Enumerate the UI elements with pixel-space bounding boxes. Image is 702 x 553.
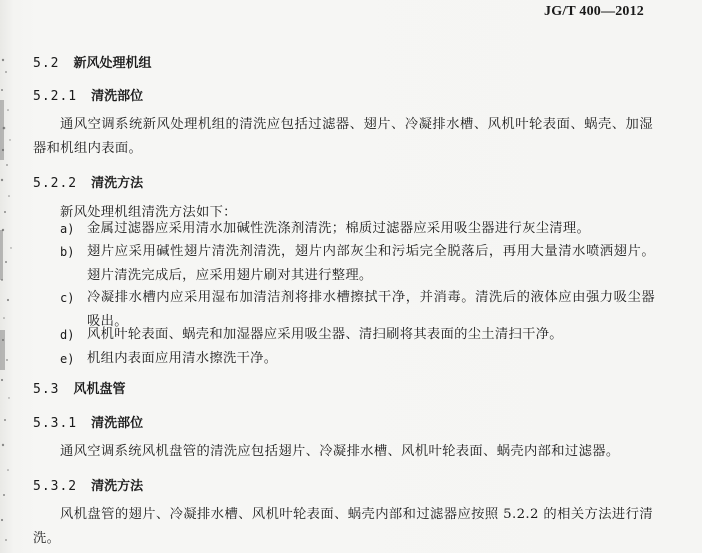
section-title: 清洗方法: [91, 479, 144, 494]
list-item-label: c): [60, 291, 75, 305]
section-title: 清洗部位: [91, 89, 144, 104]
list-item: [60, 323, 655, 347]
section-number: 5.2: [33, 56, 60, 71]
standard-code: JG/T 400—2012: [544, 4, 644, 19]
list-item: [60, 240, 655, 288]
list-item-label: d): [60, 328, 75, 342]
section-number: 5.3.1: [33, 416, 78, 431]
list-item-text: 冷凝排水槽内应采用湿布加清洁剂将排水槽擦拭干净，并消毒。清洗后的液体应由强力吸尘器吸出。: [87, 290, 655, 329]
list-item-text: 金属过滤器应采用清水加碱性洗涤剂清洗；棉质过滤器应采用吸尘器进行灰尘清理。: [87, 221, 591, 236]
section-5-3-2-heading: [33, 475, 143, 494]
section-title: 新风处理机组: [73, 56, 152, 71]
list-item-text: 机组内表面应用清水擦洗干净。: [87, 351, 278, 366]
paragraph-5-3-2: 风机盘管的翅片、冷凝排水槽、风机叶轮表面、蜗壳内部和过滤器应按照 5.2.2 的相关方法进行清洗。: [33, 507, 653, 546]
section-number: 5.2.2: [33, 176, 78, 191]
section-5-2-1-heading: [33, 85, 143, 104]
section-number: 5.2.1: [33, 89, 78, 104]
section-title: 风机盘管: [73, 382, 126, 397]
scan-edge-shadow: [0, 0, 14, 553]
section-5-2-2-heading: [33, 172, 143, 191]
list-item-label: a): [60, 222, 75, 236]
paragraph-5-2-1: 通风空调系统新风处理机组的清洗应包括过滤器、翅片、冷凝排水槽、风机叶轮表面、蜗壳、加湿器和机组内表面。: [33, 117, 653, 156]
section-5-3-heading: [33, 378, 126, 397]
list-item: [60, 217, 655, 241]
section-title: 清洗方法: [91, 176, 144, 191]
paragraph-5-2-2-intro: 新风处理机组清洗方法如下：: [60, 205, 237, 220]
section-5-3-1-heading: [33, 412, 143, 431]
section-number: 5.3: [33, 382, 60, 397]
section-number: 5.3.2: [33, 479, 78, 494]
section-5-2-heading: [33, 52, 152, 71]
paragraph-5-3-1: 通风空调系统风机盘管的清洗应包括翅片、冷凝排水槽、风机叶轮表面、蜗壳内部和过滤器。: [60, 444, 620, 459]
section-title: 清洗部位: [91, 416, 144, 431]
list-item-label: b): [60, 245, 75, 259]
list-item-label: e): [60, 352, 75, 366]
list-item-text: 翅片应采用碱性翅片清洗剂清洗，翅片内部灰尘和污垢完全脱落后，再用大量清水喷洒翅片。翅片清洗完成后，应采用翅片刷对其进行整理。: [87, 244, 655, 283]
list-item-text: 风机叶轮表面、蜗壳和加湿器应采用吸尘器、清扫刷将其表面的尘土清扫干净。: [87, 327, 563, 342]
list-item: [60, 347, 655, 371]
